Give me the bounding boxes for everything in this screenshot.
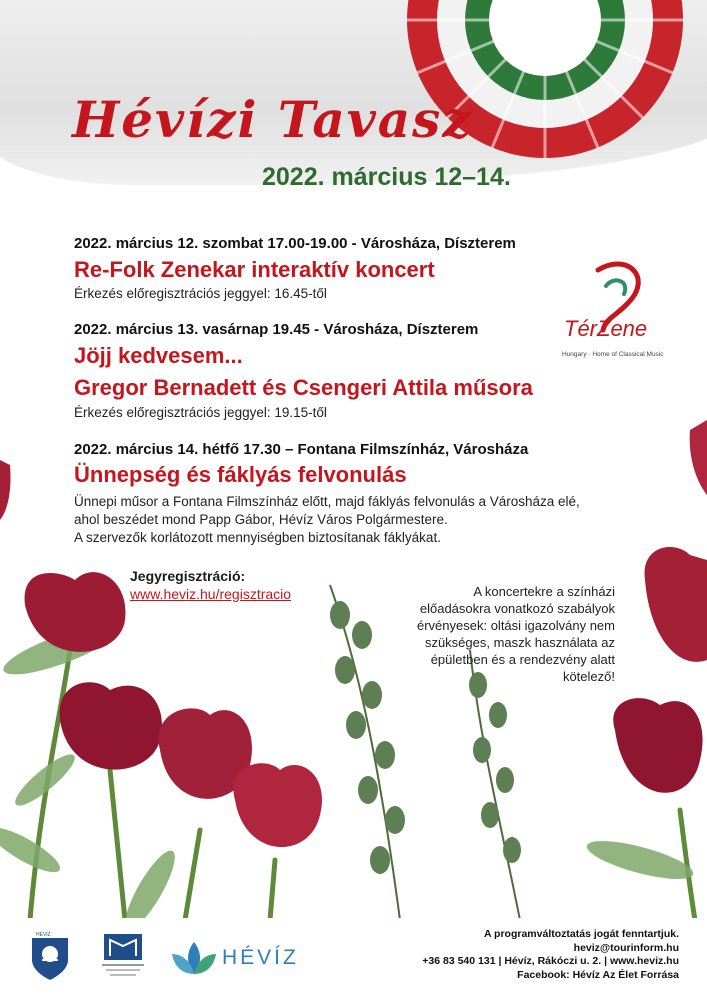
event-3-description-line-1: Ünnepi műsor a Fontana Filmszínház előtt, majd fáklyás felvonulás a Városháza elé,: [74, 494, 580, 509]
poster-date-range: 2022. március 12–14.: [262, 163, 511, 191]
rules-line: A koncertekre a színházi: [473, 584, 615, 599]
event-1-title: Re-Folk Zenekar interaktív koncert: [74, 257, 435, 282]
registration-label: Jegyregisztráció:: [130, 568, 246, 584]
city-crest-icon: [28, 930, 72, 984]
registration-link[interactable]: www.heviz.hu/regisztracio: [130, 586, 292, 602]
rules-line: kötelező!: [562, 669, 615, 684]
terzene-logo-text: TérZene: [564, 316, 648, 341]
event-3-description-line-3: A szervezők korlátozott mennyiségben biztosítanak fáklyákat.: [74, 530, 441, 545]
contact-email[interactable]: heviz@tourinform.hu: [573, 941, 679, 954]
event-1-note: Érkezés előregisztrációs jeggyel: 16.45-től: [74, 286, 327, 301]
city-crest-label: HÉVÍZ: [36, 932, 51, 938]
event-3-title: Ünnepség és fáklyás felvonulás: [74, 462, 407, 487]
contact-info: [422, 928, 679, 982]
contact-facebook: Facebook: Hévíz Az Élet Forrása: [517, 968, 679, 981]
event-2-note: Érkezés előregisztrációs jeggyel: 19.15-től: [74, 405, 327, 420]
event-2-title: Jöjj kedvesem...: [74, 343, 243, 368]
terzene-logo: [558, 258, 678, 363]
rules-line: épületben és a rendezvény alatt: [430, 652, 615, 667]
contact-disclaimer: A programváltoztatás jogát fenntartjuk.: [483, 928, 679, 940]
contact-address: +36 83 540 131 | Hévíz, Rákóczi u. 2. | www.heviz.hu: [422, 955, 679, 967]
event-2-date: 2022. március 13. vasárnap 19.45 - Városháza, Díszterem: [74, 321, 479, 338]
poster-title: Hévízi Tavasz: [72, 90, 473, 149]
terzene-logo-tagline: Hungary · Home of Classical Music: [562, 351, 664, 358]
rules-line: előadásokra vonatkozó szabályok: [419, 601, 615, 616]
event-2-subtitle: Gregor Bernadett és Csengeri Attila műsora: [74, 375, 533, 400]
heviz-brand-text: HÉVÍZ: [222, 946, 299, 969]
rules-notice: [395, 583, 615, 685]
heviz-lotus-icon: [168, 938, 220, 978]
event-3-date: 2022. március 14. hétfő 17.30 – Fontana Filmszínház, Városháza: [74, 441, 529, 458]
hospital-logo-icon: [98, 930, 148, 982]
event-3-description-line-2: ahol beszédet mond Papp Gábor, Hévíz Város Polgármestere.: [74, 512, 448, 527]
rules-line: érvényesek: oltási igazolvány nem: [417, 618, 615, 633]
rules-line: szükséges, maszk használata az: [424, 635, 615, 650]
event-1-date: 2022. március 12. szombat 17.00-19.00 - Városháza, Díszterem: [74, 235, 516, 252]
